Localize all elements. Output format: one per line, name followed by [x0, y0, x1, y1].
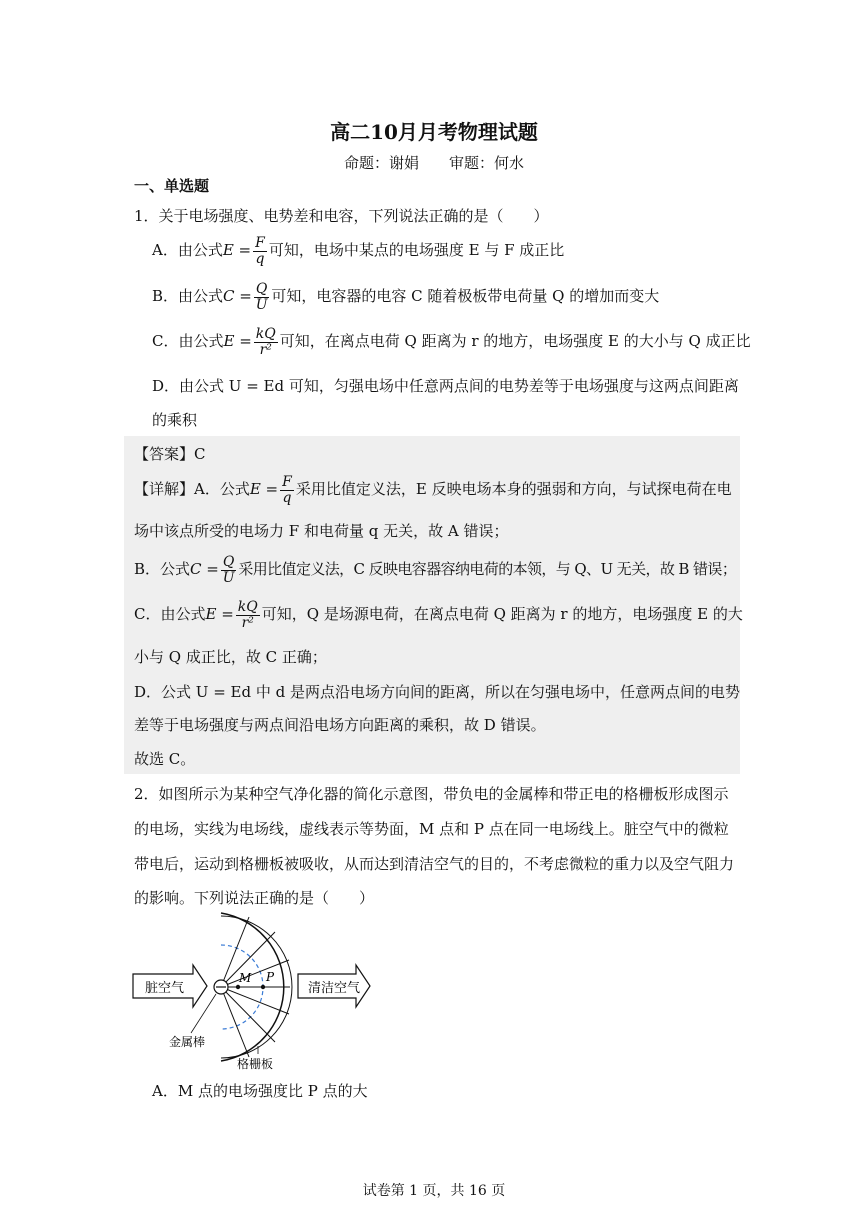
fraction	[280, 475, 294, 505]
q2-line3: 带电后，运动到格栅板被吸收，从而达到清洁空气的目的，不考虑微粒的重力以及空气阻力	[134, 855, 735, 873]
numerator: Q	[222, 554, 235, 570]
q2-line1: 2．如图所示为某种空气净化器的简化示意图，带负电的金属棒和带正电的格栅板形成图示	[134, 785, 729, 803]
denominator: q	[255, 250, 265, 267]
section-heading: 一、单选题	[134, 177, 210, 195]
fraction	[254, 327, 278, 357]
detail-a-cont: 场中该点所受的电场力 F 和电荷量 q 无关，故 A 错误；	[134, 522, 509, 540]
answer-conclusion: 故选 C。	[134, 750, 196, 768]
q1-stem: 1．关于电场强度、电势差和电容，下列说法正确的是（ ）	[134, 207, 549, 225]
grid-label: 格栅板	[237, 1057, 274, 1071]
formula-lhs: E =	[223, 332, 252, 351]
detail-d-line2: 差等于电场强度与两点间沿电场方向距离的乘积，故 D 错误。	[134, 716, 546, 734]
dirty-air-label: 脏空气	[145, 981, 185, 996]
point-p	[261, 985, 265, 989]
denominator: U	[222, 569, 235, 586]
option-prefix: B．由公式	[152, 287, 224, 306]
air-purifier-diagram	[125, 908, 385, 1078]
fraction	[253, 236, 267, 266]
formula-lhs: E =	[222, 241, 252, 260]
detail-c	[134, 600, 743, 630]
detail-prefix: C．由公式	[134, 605, 206, 624]
formula-lhs: C =	[190, 560, 219, 579]
denominator: r²	[241, 614, 254, 631]
point-m-label: M	[239, 971, 252, 985]
point-p-label: P	[266, 970, 275, 984]
formula-lhs: E =	[249, 480, 279, 499]
option-prefix: A．由公式	[152, 241, 223, 260]
q2-line4: 的影响。下列说法正确的是（ ）	[134, 889, 375, 907]
numerator: kQ	[255, 326, 276, 342]
q1-option-d-line1: D．由公式 U = Ed 可知，匀强电场中任意两点间的电势差等于电场强度与这两点间距离	[152, 377, 739, 395]
detail-text: 采用比值定义法，E 反映电场本身的强弱和方向，与试探电荷在电	[295, 480, 732, 499]
detail-text: 可知，Q 是场源电荷，在离点电荷 Q 距离为 r 的地方，电场强度 E 的大	[261, 605, 743, 624]
formula-lhs: E =	[205, 605, 234, 624]
numerator: Q	[255, 281, 268, 297]
option-text: 可知，电容器的电容 C 随着极板带电荷量 Q 的增加而变大	[271, 287, 660, 306]
page-title: 高二10月月考物理试题	[330, 120, 538, 144]
denominator: r²	[259, 341, 272, 358]
option-text: 可知，在离点电荷 Q 距离为 r 的地方，电场强度 E 的大小与 Q 成正比	[279, 332, 751, 351]
detail-c-cont: 小与 Q 成正比，故 C 正确；	[134, 648, 327, 666]
field-lines	[221, 917, 290, 1057]
detail-b	[134, 555, 736, 585]
point-m	[236, 985, 240, 989]
rod-label: 金属棒	[169, 1035, 206, 1049]
q1-option-a	[152, 236, 564, 266]
q2-line2: 的电场，实线为电场线，虚线表示等势面，M 点和 P 点在同一电场线上。脏空气中的微粒	[134, 820, 729, 838]
answer-label: 【答案】C	[134, 445, 206, 463]
q1-option-c	[152, 327, 751, 357]
q1-option-d-line2: 的乘积	[152, 411, 198, 429]
formula-lhs: C =	[223, 287, 252, 306]
denominator: U	[255, 296, 268, 313]
detail-a	[134, 475, 732, 505]
authors: 命题：谢娟 审题：何水	[343, 154, 524, 172]
clean-air-label: 清洁空气	[308, 981, 361, 996]
detail-prefix: B．公式	[134, 560, 191, 579]
q1-option-b	[152, 282, 659, 312]
detail-text: 采用比值定义法，C 反映电容器容纳电荷的本领，与 Q、U 无关，故 B 错误；	[238, 560, 737, 579]
numerator: kQ	[237, 599, 258, 615]
detail-d-line1: D．公式 U = Ed 中 d 是两点沿电场方向间的距离，所以在匀强电场中，任意两点间的电势	[134, 683, 741, 701]
fraction	[254, 282, 269, 312]
denominator: q	[282, 489, 292, 506]
fraction	[236, 600, 260, 630]
numerator: F	[282, 474, 292, 490]
option-prefix: C．由公式	[152, 332, 224, 351]
page-footer: 试卷第 1 页，共 16 页	[362, 1183, 506, 1199]
rod-leader-line	[191, 994, 216, 1033]
numerator: F	[255, 235, 265, 251]
fraction	[221, 555, 236, 585]
detail-prefix: 【详解】A．公式	[134, 480, 250, 499]
q2-option-a: A．M 点的电场强度比 P 点的大	[152, 1082, 368, 1100]
option-text: 可知，电场中某点的电场强度 E 与 F 成正比	[268, 241, 565, 260]
